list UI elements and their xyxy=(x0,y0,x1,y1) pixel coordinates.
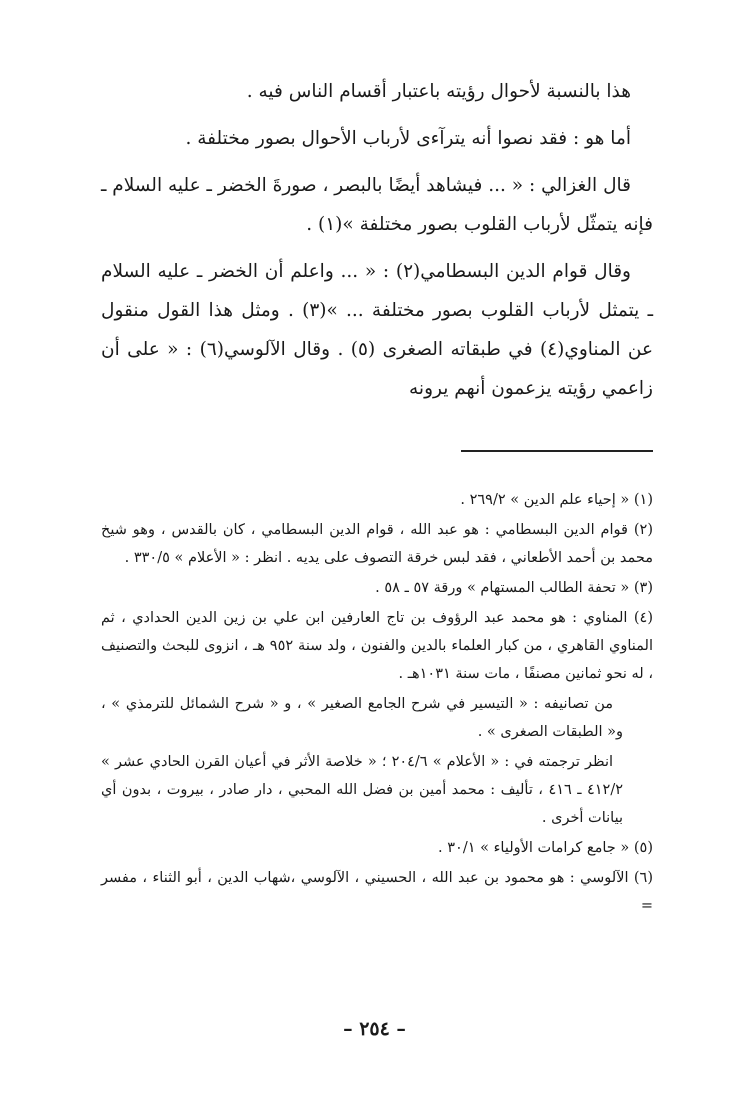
footnote-4-works: من تصانيفه : « التيسير في شرح الجامع الصغير » ، و « شرح الشمائل للترمذي » ، و« الطبقات الصغرى » . xyxy=(101,696,623,740)
footnote-5: (٥) « جامع كرامات الأولياء » ٣٠/١ . xyxy=(438,840,653,856)
footnote-6: (٦) الآلوسي : هو محمود بن عبد الله ، الحسيني ، الآلوسي ،شهاب الدين ، أبو الثناء ، مفسر = xyxy=(101,870,653,914)
paragraph-1: هذا بالنسبة لأحوال رؤيته باعتبار أقسام الناس فيه . xyxy=(246,81,631,102)
paragraph-4: وقال قوام الدين البسطامي(٢) : « ... واعلم أن الخضر ـ عليه السلام ـ يتمثل لأرباب القلوب بصور مختلفة ... »(٣) . ومثل هذا القول منقول عن المناوي(٤) في طبقاته الصغرى (٥) . وقال الآلوسي(٦) : « على أن زاعمي رؤيته يزعمون أنهم يرونه xyxy=(101,261,654,399)
footnote-divider xyxy=(461,450,653,452)
footnote-4: (٤) المناوي : هو محمد عبد الرؤوف بن تاج العارفين ابن علي بن زين الدين الحدادي ، ثم المناوي القاهري ، من كبار العلماء بالدين والفنون ، ولد سنة ٩٥٢ هـ ، انزوى للبحث والتصنيف ، له نحو ثمانين مصنفًا ، مات سنة ١٠٣١هـ . xyxy=(101,610,653,682)
footnote-2: (٢) قوام الدين البسطامي : هو عبد الله ، قوام الدين البسطامي ، كان بالقدس ، وهو شيخ محمد بن أحمد الأطعاني ، فقد لبس خرقة التصوف على يديه . انظر : « الأعلام » ٣٣٠/٥ . xyxy=(101,522,653,566)
page-number: – ٢٥٤ – xyxy=(343,1018,406,1040)
footnote-4-references: انظر ترجمته في : « الأعلام » ٢٠٤/٦ ؛ « خلاصة الأثر في أعيان القرن الحادي عشر » ٤١٢/٢ ـ ٤١٦ ، تأليف : محمد أمين بن فضل الله المحبي ، دار صادر ، بيروت ، بدون أي بيانات أخرى . xyxy=(101,754,623,826)
footnote-1: (١) « إحياء علم الدين » ٢٦٩/٢ . xyxy=(460,492,653,508)
footnote-3: (٣) « تحفة الطالب المستهام » ورقة ٥٧ ـ ٥٨ . xyxy=(375,580,653,596)
paragraph-3: قال الغزالي : « ... فيشاهد أيضًا بالبصر ، صورةَ الخضر ـ عليه السلام ـ فإنه يتمثّل لأرباب القلوب بصور مختلفة »(١) . xyxy=(101,175,653,235)
main-text xyxy=(101,72,653,416)
paragraph-2: أما هو : فقد نصوا أنه يترآءى لأرباب الأحوال بصور مختلفة . xyxy=(185,128,631,149)
footnotes xyxy=(101,486,653,922)
